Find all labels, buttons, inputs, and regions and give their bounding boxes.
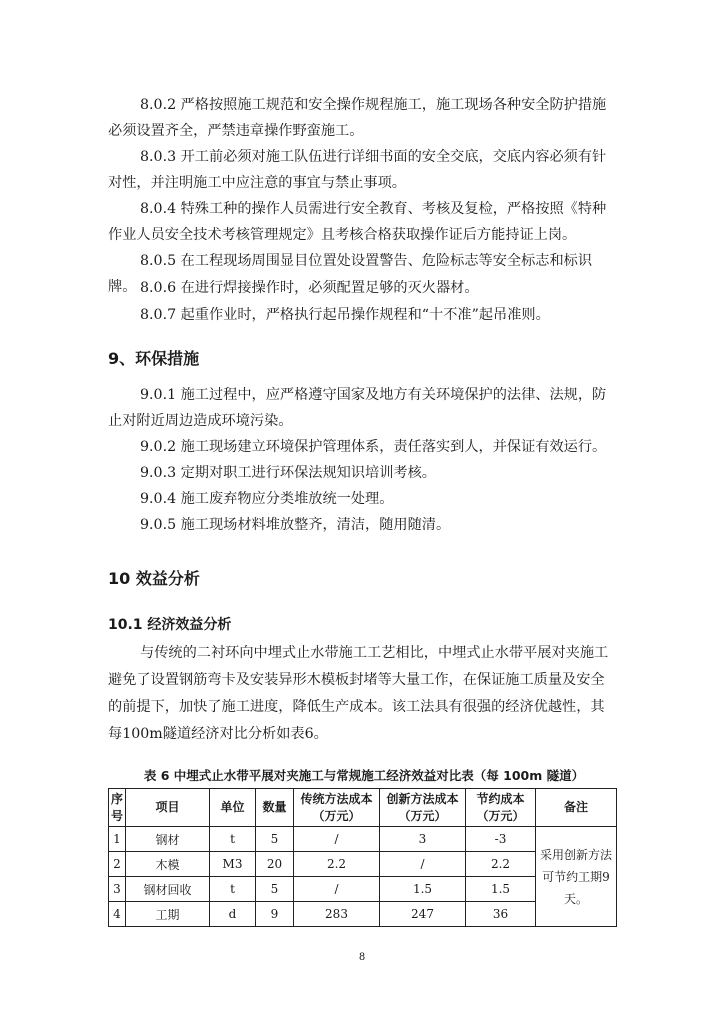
header-seq: 序号 [109, 789, 126, 827]
cell-traditional-cost: 283 [294, 902, 380, 927]
paragraph-8-0-2: 8.0.2 严格按照施工规范和安全操作规程施工，施工现场各种安全防护措施必须设置齐全，严禁违章操作野蛮施工。 [108, 97, 607, 139]
cell-saving: 1.5 [466, 877, 536, 902]
paragraph-9-0-4: 9.0.4 施工废弃物应分类堆放统一处理。 [140, 491, 394, 507]
cell-seq: 3 [109, 877, 126, 902]
table-header-row [109, 789, 617, 827]
cell-item: 工期 [126, 902, 210, 927]
header-qty: 数量 [256, 789, 294, 827]
cell-innovative-cost: 247 [380, 902, 466, 927]
cost-comparison-table [108, 788, 617, 927]
section-10-1-heading: 10.1 经济效益分析 [108, 617, 232, 633]
header-note: 备注 [536, 789, 617, 827]
cell-saving: -3 [466, 827, 536, 852]
cell-note: 采用创新方法可节约工期9天。 [536, 827, 617, 927]
cell-unit: t [210, 877, 256, 902]
paragraph-8-0-7: 8.0.7 起重作业时，严格执行起吊操作规程和“十不准”起吊准则。 [140, 307, 550, 323]
cell-traditional-cost: / [294, 827, 380, 852]
header-item: 项目 [126, 789, 210, 827]
paragraph-8-0-6: 8.0.6 在进行焊接操作时，必须配置足够的灭火器材。 [140, 280, 479, 296]
paragraph-9-0-5: 9.0.5 施工现场材料堆放整齐，清洁，随用随清。 [140, 517, 451, 533]
cell-traditional-cost: 2.2 [294, 852, 380, 877]
cell-qty: 9 [256, 902, 294, 927]
cell-seq: 1 [109, 827, 126, 852]
cell-item: 钢材回收 [126, 877, 210, 902]
header-traditional-cost: 传统方法成本（万元） [294, 789, 380, 827]
paragraph-10-1-body: 与传统的二衬环向中埋式止水带施工工艺相比，中埋式止水带平展对夹施工避免了设置钢筋弯卡及安装异形木模板封堵等大量工作，在保证施工质量及安全的前提下，加快了施工进度，降低生产成本。该工法具有很强的经济优越性，其每100m隧道经济对比分析如表6。 [108, 645, 609, 742]
cell-unit: t [210, 827, 256, 852]
cell-saving: 2.2 [466, 852, 536, 877]
cell-qty: 5 [256, 827, 294, 852]
cell-qty: 20 [256, 852, 294, 877]
table-row [109, 827, 617, 852]
cell-qty: 5 [256, 877, 294, 902]
cell-item: 木模 [126, 852, 210, 877]
cell-item: 钢材 [126, 827, 210, 852]
header-unit: 单位 [210, 789, 256, 827]
cell-unit: d [210, 902, 256, 927]
header-innovative-cost: 创新方法成本（万元） [380, 789, 466, 827]
cell-seq: 2 [109, 852, 126, 877]
section-10-heading: 10 效益分析 [108, 569, 200, 588]
paragraph-8-0-3: 8.0.3 开工前必须对施工队伍进行详细书面的安全交底，交底内容必须有针对性，并注明施工中应注意的事宜与禁止事项。 [108, 149, 607, 191]
table-caption: 表 6 中埋式止水带平展对夹施工与常规施工经济效益对比表（每 100m 隧道） [143, 768, 585, 783]
cell-innovative-cost: 1.5 [380, 877, 466, 902]
cell-unit: M3 [210, 852, 256, 877]
paragraph-9-0-1: 9.0.1 施工过程中，应严格遵守国家及地方有关环境保护的法律、法规，防止对附近周边造成环境污染。 [108, 387, 607, 429]
cell-traditional-cost: / [294, 877, 380, 902]
paragraph-8-0-4: 8.0.4 特殊工种的操作人员需进行安全教育、考核及复检，严格按照《特种作业人员安全技术考核管理规定》且考核合格获取操作证后方能持证上岗。 [108, 201, 607, 243]
cell-innovative-cost: 3 [380, 827, 466, 852]
header-saving: 节约成本（万元） [466, 789, 536, 827]
cell-seq: 4 [109, 902, 126, 927]
paragraph-9-0-2: 9.0.2 施工现场建立环境保护管理体系，责任落实到人，并保证有效运行。 [140, 439, 607, 455]
cell-saving: 36 [466, 902, 536, 927]
page-number: 8 [358, 952, 366, 963]
cell-innovative-cost: / [380, 852, 466, 877]
paragraph-8-0-5: 8.0.5 在工程现场周围显目位置处设置警告、危险标志等安全标志和标识牌。 [108, 253, 593, 295]
section-9-heading: 9、环保措施 [108, 349, 200, 368]
paragraph-9-0-3: 9.0.3 定期对职工进行环保法规知识培训考核。 [140, 465, 436, 481]
